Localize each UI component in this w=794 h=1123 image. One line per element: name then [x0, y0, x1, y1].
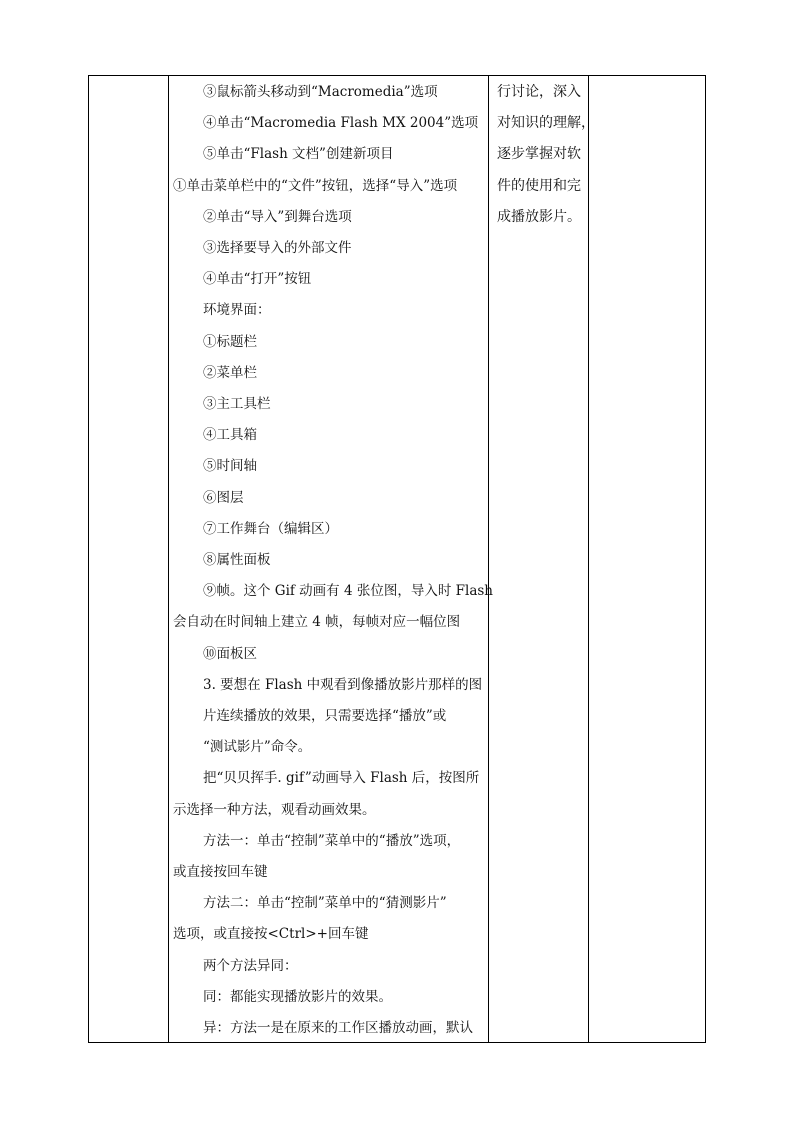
- student-line: 行讨论，深入: [497, 84, 581, 100]
- content-line: ④工具箱: [203, 427, 257, 443]
- content-line: ④单击“Macromedia Flash MX 2004”选项: [203, 115, 479, 131]
- content-line: “测试影片”命令。: [203, 739, 312, 755]
- content-line: ①单击菜单栏中的“文件”按钮，选择“导入”选项: [173, 178, 458, 194]
- content-line: 环境界面：: [203, 302, 271, 318]
- content-line: 示选择一种方法，观看动画效果。: [173, 802, 376, 818]
- content-line: 两个方法异同：: [203, 958, 298, 974]
- content-line: ④单击“打开”按钮: [203, 271, 312, 287]
- content-line: ⑧属性面板: [203, 552, 271, 568]
- content-line: 片连续播放的效果，只需要选择“播放”或: [203, 708, 447, 724]
- content-line: ⑨帧。这个 Gif 动画有 4 张位图，导入时 Flash: [203, 583, 493, 599]
- content-line: 3. 要想在 Flash 中观看到像播放影片那样的图: [203, 677, 483, 693]
- student-activity-cell: [489, 76, 595, 1042]
- content-line: ⑤时间轴: [203, 458, 257, 474]
- content-line: ③鼠标箭头移动到“Macromedia”选项: [203, 84, 438, 100]
- content-line: ③选择要导入的外部文件: [203, 240, 352, 256]
- student-line: 成播放影片。: [497, 209, 581, 225]
- student-line: 逐步掌握对软: [497, 146, 581, 162]
- content-line: ⑩面板区: [203, 646, 257, 662]
- content-line: 选项，或直接按<Ctrl>+回车键: [173, 926, 369, 942]
- student-line: 件的使用和完: [497, 178, 581, 194]
- content-line: ⑥图层: [203, 490, 244, 506]
- content-line: 方法二：单击“控制”菜单中的“猜测影片”: [203, 895, 447, 911]
- teaching-content-cell: [169, 76, 493, 1042]
- content-line: 或直接按回车键: [173, 864, 268, 880]
- content-line: ⑦工作舞台（编辑区）: [203, 521, 338, 537]
- content-line: 把“贝贝挥手. gif”动画导入 Flash 后，按图所: [203, 770, 480, 786]
- lesson-table: [88, 75, 706, 1043]
- content-line: ②菜单栏: [203, 365, 257, 381]
- content-line: 同：都能实现播放影片的效果。: [203, 989, 392, 1005]
- content-line: 方法一：单击“控制”菜单中的“播放”选项，: [203, 833, 461, 849]
- content-line: ⑤单击“Flash 文档”创建新项目: [203, 146, 394, 162]
- content-line: ①标题栏: [203, 334, 257, 350]
- content-line: 会自动在时间轴上建立 4 帧，每帧对应一幅位图: [173, 614, 461, 630]
- content-line: 异：方法一是在原来的工作区播放动画，默认: [203, 1020, 473, 1036]
- student-line: 对知识的理解，: [497, 115, 595, 131]
- content-line: ②单击“导入”到舞台选项: [203, 209, 352, 225]
- content-line: ③主工具栏: [203, 396, 271, 412]
